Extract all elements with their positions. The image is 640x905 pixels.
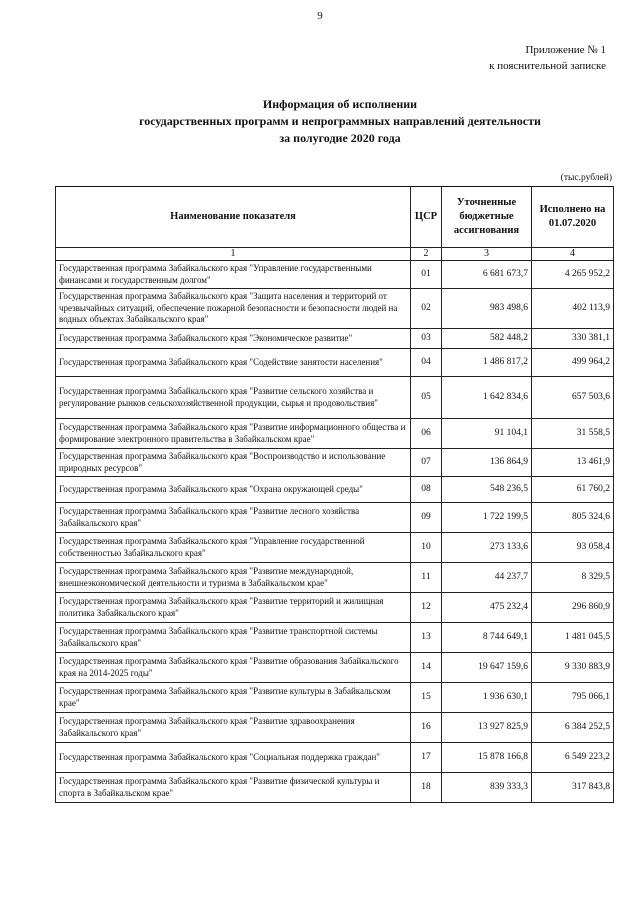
row-done-value: 402 113,9 [532,289,614,329]
table-row [56,419,614,449]
row-code: 07 [411,449,442,477]
title-line-3: за полугодие 2020 года [279,131,401,145]
table-body [56,261,614,803]
appendix-note [489,42,606,74]
row-done-value: 330 381,1 [532,329,614,349]
row-code: 14 [411,653,442,683]
page-number: 9 [317,10,323,22]
row-name: Государственная программа Забайкальского края "Развитие международной, внешнеэкономической деятельности и туризма в Забайкальском крае" [56,563,411,593]
table-row [56,503,614,533]
row-code: 02 [411,289,442,329]
column-numbers-row [56,248,614,261]
row-done-value: 296 860,9 [532,593,614,623]
header-name: Наименование показателя [56,187,411,248]
row-name: Государственная программа Забайкальского края "Развитие физической культуры и спорта в Забайкальском крае" [56,773,411,803]
row-done-value: 6 384 252,5 [532,713,614,743]
table-row [56,289,614,329]
row-code: 01 [411,261,442,289]
row-name: Государственная программа Забайкальского края "Развитие сельского хозяйства и регулирование рынков сельскохозяйственной продукции, сырья и продовольствия" [56,377,411,419]
row-code: 04 [411,349,442,377]
row-name: Государственная программа Забайкальского края "Воспроизводство и использование природных ресурсов" [56,449,411,477]
table-row [56,329,614,349]
row-name: Государственная программа Забайкальского края "Развитие транспортной системы Забайкальского края" [56,623,411,653]
row-plan-value: 839 333,3 [442,773,532,803]
row-plan-value: 548 236,5 [442,477,532,503]
row-done-value: 795 066,1 [532,683,614,713]
row-done-value: 61 760,2 [532,477,614,503]
row-plan-value: 136 864,9 [442,449,532,477]
row-code: 08 [411,477,442,503]
row-done-value: 6 549 223,2 [532,743,614,773]
table-row [56,261,614,289]
document-title [40,96,640,147]
column-number: 4 [532,248,614,261]
row-name: Государственная программа Забайкальского края "Защита населения и территорий от чрезвычайных ситуаций, обеспечение пожарной безопасности и безопасности людей на водных объектах Забайкальского края" [56,289,411,329]
row-code: 15 [411,683,442,713]
row-code: 10 [411,533,442,563]
row-done-value: 8 329,5 [532,563,614,593]
table-row [56,743,614,773]
units-label: (тыс.рублей) [560,173,612,183]
row-plan-value: 44 237,7 [442,563,532,593]
row-done-value: 657 503,6 [532,377,614,419]
table-row [56,377,614,419]
row-plan-value: 91 104,1 [442,419,532,449]
row-plan-value: 1 642 834,6 [442,377,532,419]
row-done-value: 93 058,4 [532,533,614,563]
header-code: ЦСР [411,187,442,248]
row-name: Государственная программа Забайкальского края "Содействие занятости населения" [56,349,411,377]
column-number: 3 [442,248,532,261]
appendix-line-2: к пояснительной записке [489,60,606,72]
row-done-value: 317 843,8 [532,773,614,803]
row-plan-value: 13 927 825,9 [442,713,532,743]
row-plan-value: 1 936 630,1 [442,683,532,713]
table-header-row [56,187,614,248]
row-name: Государственная программа Забайкальского края "Экономическое развитие" [56,329,411,349]
row-done-value: 9 330 883,9 [532,653,614,683]
row-code: 06 [411,419,442,449]
row-name: Государственная программа Забайкальского края "Развитие здравоохранения Забайкальского края" [56,713,411,743]
row-code: 05 [411,377,442,419]
table-row [56,683,614,713]
execution-table [55,186,614,803]
row-code: 16 [411,713,442,743]
table-row [56,349,614,377]
row-name: Государственная программа Забайкальского края "Развитие культуры в Забайкальском крае" [56,683,411,713]
row-done-value: 805 324,6 [532,503,614,533]
row-plan-value: 582 448,2 [442,329,532,349]
table-row [56,477,614,503]
row-plan-value: 273 133,6 [442,533,532,563]
table-row [56,449,614,477]
row-name: Государственная программа Забайкальского края "Развитие информационного общества и формирование электронного правительства в Забайкальском крае" [56,419,411,449]
row-code: 03 [411,329,442,349]
row-code: 09 [411,503,442,533]
row-plan-value: 19 647 159,6 [442,653,532,683]
table-row [56,713,614,743]
row-code: 13 [411,623,442,653]
row-done-value: 1 481 045,5 [532,623,614,653]
row-name: Государственная программа Забайкальского края "Развитие лесного хозяйства Забайкальского края" [56,503,411,533]
table-row [56,623,614,653]
header-done: Исполнено на 01.07.2020 [532,187,614,248]
title-line-1: Информация об исполнении [262,97,418,111]
row-code: 18 [411,773,442,803]
row-name: Государственная программа Забайкальского края "Развитие образования Забайкальского края на 2014-2025 годы" [56,653,411,683]
row-name: Государственная программа Забайкальского края "Развитие территорий и жилищная политика Забайкальского края" [56,593,411,623]
row-plan-value: 1 722 199,5 [442,503,532,533]
row-done-value: 31 558,5 [532,419,614,449]
row-done-value: 4 265 952,2 [532,261,614,289]
column-number: 1 [56,248,411,261]
row-name: Государственная программа Забайкальского края "Социальная поддержка граждан" [56,743,411,773]
column-number: 2 [411,248,442,261]
row-code: 11 [411,563,442,593]
appendix-line-1: Приложение № 1 [525,44,606,56]
row-name: Государственная программа Забайкальского края "Управление государственными финансами и государственным долгом" [56,261,411,289]
row-plan-value: 15 878 166,8 [442,743,532,773]
row-done-value: 499 964,2 [532,349,614,377]
row-name: Государственная программа Забайкальского края "Управление государственной собственностью Забайкальского края" [56,533,411,563]
row-plan-value: 1 486 817,2 [442,349,532,377]
header-plan: Уточненные бюджетные ассигнования [442,187,532,248]
row-plan-value: 475 232,4 [442,593,532,623]
row-done-value: 13 461,9 [532,449,614,477]
row-plan-value: 8 744 649,1 [442,623,532,653]
table-row [56,563,614,593]
table-row [56,533,614,563]
table-row [56,773,614,803]
row-name: Государственная программа Забайкальского края "Охрана окружающей среды" [56,477,411,503]
row-code: 17 [411,743,442,773]
table-row [56,593,614,623]
row-plan-value: 6 681 673,7 [442,261,532,289]
row-plan-value: 983 498,6 [442,289,532,329]
title-line-2: государственных программ и непрограммных направлений деятельности [139,114,541,128]
row-code: 12 [411,593,442,623]
table-row [56,653,614,683]
